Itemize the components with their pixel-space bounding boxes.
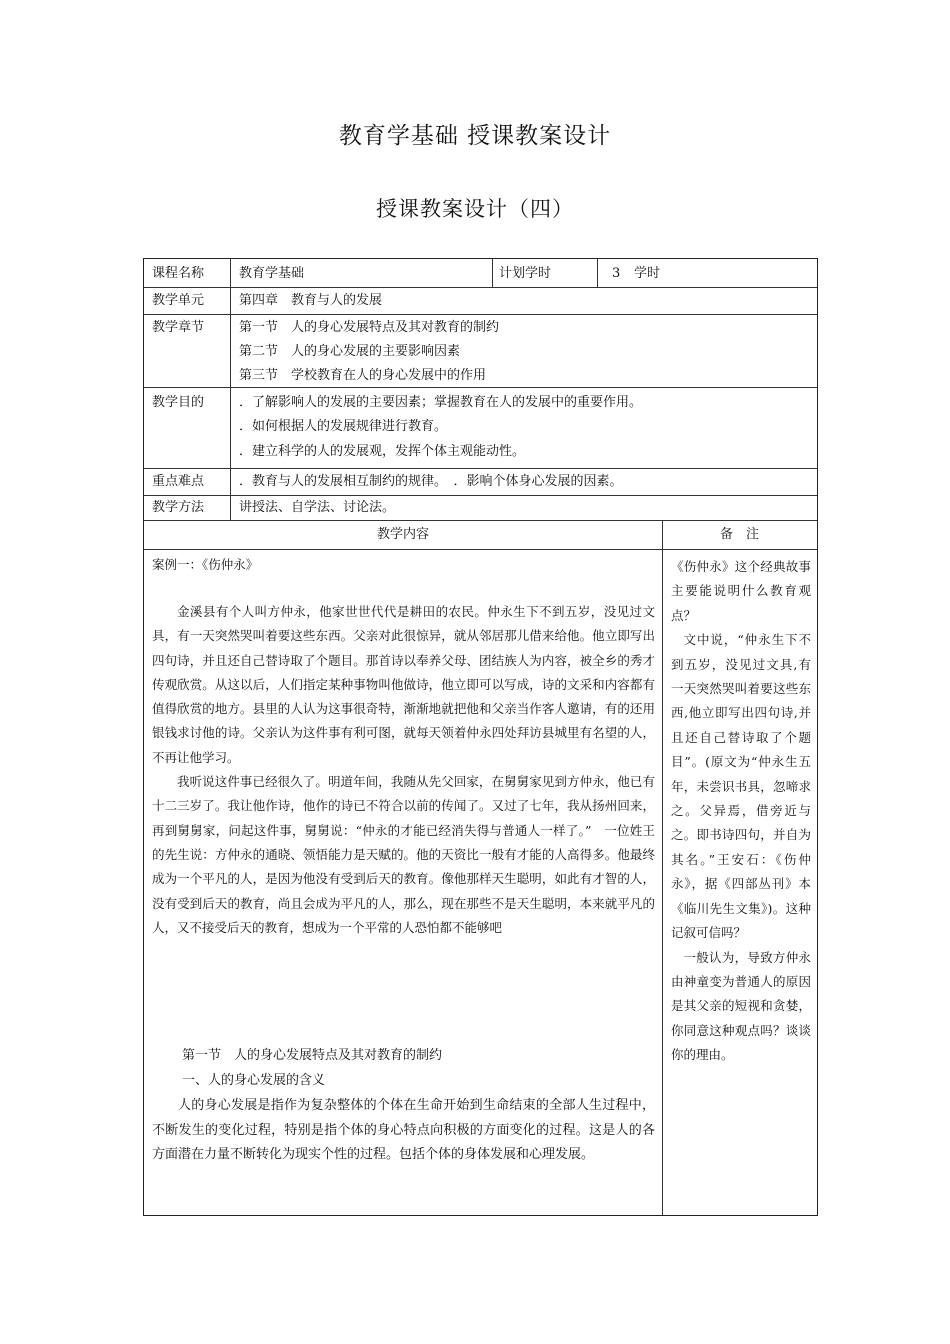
course-name-label: 课程名称: [152, 266, 205, 281]
story-paragraph: 金溪县有个人叫方仲永，他家世世代代是耕田的农民。仲永生下不到五岁，没见过文具，有一天突然哭叫着要这些东西。父亲对此很惊异，就从邻居那儿借来给他。他立即写出四句诗，并且还自己替诗取了个题目。那首诗以奉养父母、团结族人为内容，被全乡的秀才传观欣赏。从这以后，人们指定某种事物叫他做诗，他立即可以写成，诗的文采和内容都有值得欣赏的地方。县里的人认为这事很奇特，渐渐地就把他和父亲当作客人邀请，有的还用银钱求讨他的诗。父亲认为这件事有利可图，就每天领着仲永四处拜访县城里有名望的人，不再让他学习。: [152, 604, 655, 765]
teaching-unit-label: 教学单元: [152, 293, 205, 308]
teaching-unit-value: 第四章 教育与人的发展: [239, 293, 383, 308]
notes-header: 备 注: [719, 527, 759, 542]
case-title: 案例一：《伤仲永》: [152, 557, 259, 572]
note-paragraph: 一般认为，导致方仲永由神童变为普通人的原因是其父亲的短视和贪婪，你同意这种观点吗？谈谈你的理由。: [671, 949, 811, 1063]
page-title: 教育学基础 授课教案设计: [338, 123, 612, 149]
key-points-value: ．教育与人的发展相互制约的规律。 ．影响个体身心发展的因素。: [239, 474, 623, 489]
section-item: 第二节 人的身心发展的主要影响因素: [239, 344, 461, 359]
section-item: 第一节 人的身心发展特点及其对教育的制约: [239, 320, 500, 335]
teaching-methods-label: 教学方法: [152, 500, 205, 515]
goal-item: ．建立科学的人的发展观，发挥个体主观能动性。: [239, 444, 526, 459]
goal-item: ．如何根据人的发展规律进行教育。: [239, 419, 448, 434]
teaching-goals-label: 教学目的: [152, 395, 205, 410]
planned-hours-number: 3: [612, 266, 621, 281]
goal-item: ．了解影响人的发展的主要因素；掌握教育在人的发展中的重要作用。: [239, 395, 643, 410]
notes-column: [671, 555, 824, 1068]
teaching-sections-label: 教学章节: [152, 320, 205, 335]
lesson-plan-table: [143, 258, 824, 1216]
planned-hours-label: 计划学时: [499, 266, 552, 281]
subsection-heading: 一、人的身心发展的含义: [182, 1073, 326, 1088]
teaching-methods-value: 讲授法、自学法、讨论法。: [239, 500, 396, 515]
note-paragraph: 《伤仲永》这个经典故事 主要能说明什么教育观点？: [671, 559, 824, 623]
content-header: 教学内容: [376, 527, 429, 542]
section-heading: 第一节 人的身心发展特点及其对教育的制约: [182, 1048, 443, 1063]
note-paragraph: 文中说，“仲永生下不到五岁，没见过文具,有一天突然哭叫着要这些东西,他立即写出四句诗,并且还自己替诗取了个题目”。(原文为“仲永生五年，未尝识书具，忽啼求之。父异焉，借旁近与之。即书诗四句，并自为其名。”王安石：《伤仲永》，据《四部丛刊》本《临川先生文集》)。这种记叙可信吗？: [671, 632, 811, 941]
page-subtitle: 授课教案设计（四）: [376, 197, 574, 221]
definition-paragraph: 人的身心发展是指作为复杂整体的个体在生命开始到生命结束的全部人生过程中，不断发生的变化过程，特别是指个体的身心特点向积极的方面变化的过程。这是人的各方面潜在力量不断转化为现实个性的过程。包括个体的身体发展和心理发展。: [152, 1098, 655, 1162]
case-story: [152, 600, 655, 940]
section-item: 第三节 学校教育在人的身心发展中的作用: [239, 368, 487, 383]
story-paragraph: 我听说这件事已经很久了。明道年间，我随从先父回家，在舅舅家见到方仲永，他已有十二三岁了。我让他作诗，他作的诗已不符合以前的传闻了。又过了七年，我从扬州回来，再到舅舅家，问起这件事，舅舅说：“仲永的才能已经消失得与普通人一样了。” 一位姓王的先生说：方仲永的通晓、领悟能力是天赋的。他的天资比一般有才能的人高得多。他最终成为一个平凡的人，是因为他没有受到后天的教育。像他那样天生聪明，如此有才智的人，没有受到后天的教育，尚且会成为平凡的人，那么，现在那些不是天生聪明，本来就平凡的人，又不接受后天的教育，想成为一个平常的人恐怕都不能够吧: [152, 774, 655, 935]
definition-text: [152, 1094, 655, 1168]
planned-hours-unit: 学时: [634, 266, 661, 281]
key-points-label: 重点难点: [152, 474, 205, 489]
course-name-value: 教育学基础: [239, 266, 305, 281]
